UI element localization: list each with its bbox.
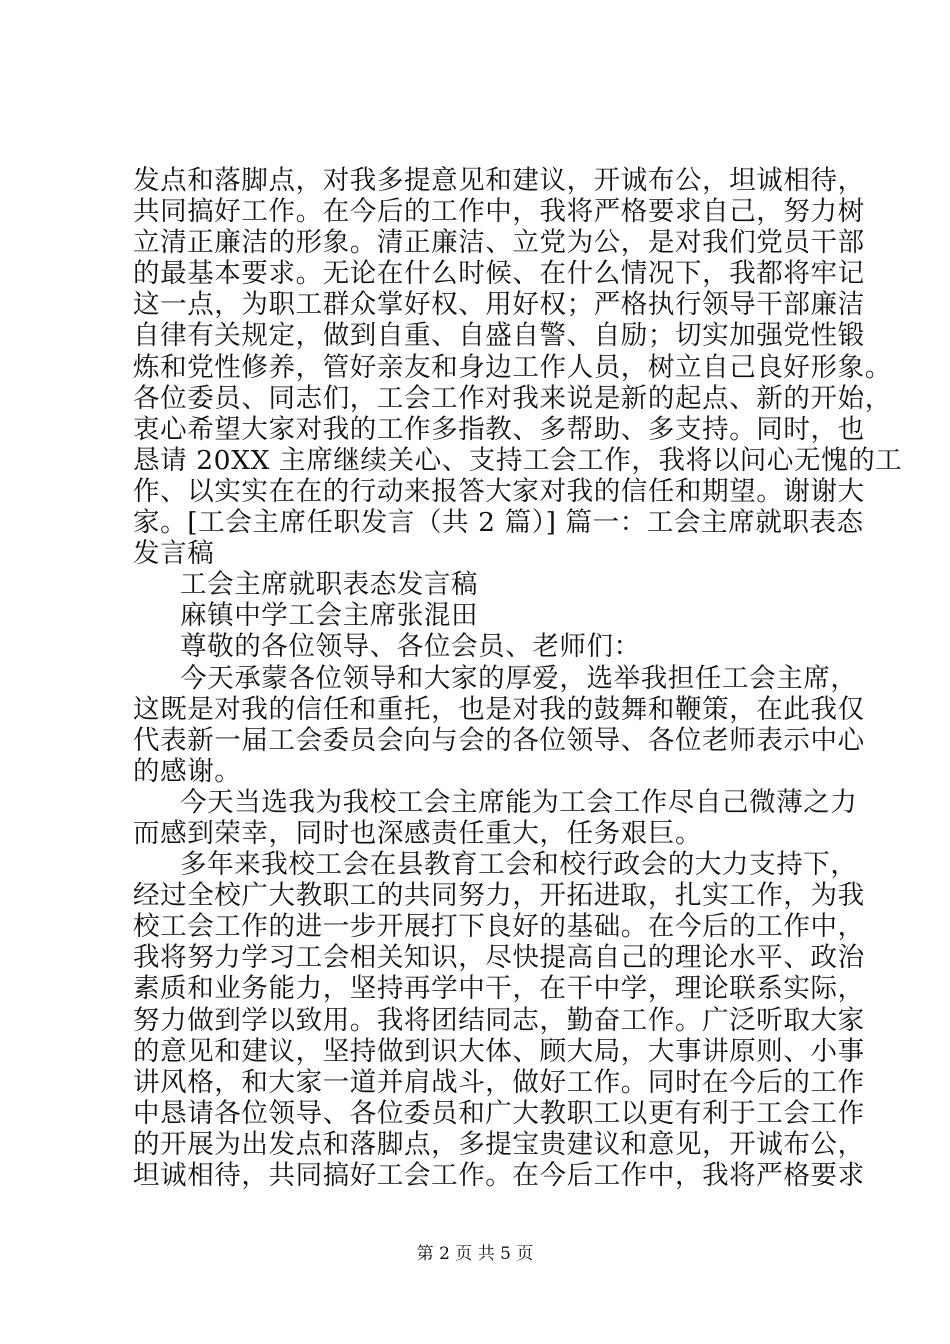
text-line: 衷心希望大家对我的工作多指教、多帮助、多支持。同时，也 — [133, 414, 865, 445]
text-line: 讲风格，和大家一道并肩战斗，做好工作。同时在今后的工作 — [133, 1067, 865, 1098]
text-line: 的感谢。 — [133, 756, 242, 787]
page-footer: 第 2 页 共 5 页 — [416, 1244, 534, 1264]
text-line: 立清正廉洁的形象。清正廉洁、立党为公，是对我们党员干部 — [133, 227, 865, 258]
text-line: 这一点，为职工群众掌好权、用好权；严格执行领导干部廉洁 — [133, 289, 865, 320]
text-line: 今天当选我为我校工会主席能为工会工作尽自己微薄之力 — [180, 787, 858, 818]
text-line: 的开展为出发点和落脚点，多提宝贵建议和意见，开诚布公， — [133, 1129, 865, 1160]
text-line: 坦诚相待，共同搞好工会工作。在今后工作中，我将严格要求 — [133, 1160, 865, 1191]
text-line: 我将努力学习工会相关知识，尽快提高自己的理论水平、政治 — [133, 942, 865, 973]
text-line: 而感到荣幸，同时也深感责任重大，任务艰巨。 — [133, 818, 703, 849]
text-line: 炼和党性修养，管好亲友和身边工作人员，树立自己良好形象。 — [133, 352, 892, 383]
text-line: 共同搞好工作。在今后的工作中，我将严格要求自己，努力树 — [133, 196, 865, 227]
text-line: 家。[工会主席任职发言（共 2 篇）] 篇一：工会主席就职表态 — [133, 507, 864, 538]
text-line: 发言稿 — [133, 538, 215, 569]
text-line: 素质和业务能力，坚持再学中干，在干中学，理论联系实际， — [133, 973, 865, 1004]
text-line: 代表新一届工会委员会向与会的各位领导、各位老师表示中心 — [133, 725, 865, 756]
text-line: 努力做到学以致用。我将团结同志，勤奋工作。广泛听取大家 — [133, 1005, 865, 1036]
heading-line: 工会主席就职表态发言稿 — [180, 569, 479, 600]
text-line: 各位委员、同志们，工会工作对我来说是新的起点、新的开始， — [133, 383, 892, 414]
text-line: 作、以实实在在的行动来报答大家对我的信任和期望。谢谢大 — [133, 476, 865, 507]
text-line: 发点和落脚点，对我多提意见和建议，开诚布公，坦诚相待， — [133, 165, 865, 196]
text-line: 的意见和建议，坚持做到识大体、顾大局，大事讲原则、小事 — [133, 1036, 865, 1067]
text-line: 这既是对我的信任和重托，也是对我的鼓舞和鞭策，在此我仅 — [133, 694, 865, 725]
salutation-line: 尊敬的各位领导、各位会员、老师们： — [180, 631, 641, 662]
text-line: 经过全校广大教职工的共同努力，开拓进取，扎实工作，为我 — [133, 880, 865, 911]
text-line: 自律有关规定，做到自重、自盛自警、自励；切实加强党性锻 — [133, 320, 865, 351]
author-line: 麻镇中学工会主席张混田 — [180, 600, 479, 631]
text-line: 校工会工作的进一步开展打下良好的基础。在今后的工作中， — [133, 911, 865, 942]
text-line: 的最基本要求。无论在什么时候、在什么情况下，我都将牢记 — [133, 258, 865, 289]
text-line: 多年来我校工会在县教育工会和校行政会的大力支持下， — [180, 849, 858, 880]
text-line: 恳请 20XX 主席继续关心、支持工会工作，我将以问心无愧的工 — [133, 445, 903, 476]
text-line: 中恳请各位领导、各位委员和广大教职工以更有利于工会工作 — [133, 1098, 865, 1129]
text-line: 今天承蒙各位领导和大家的厚爱，选举我担任工会主席， — [180, 663, 858, 694]
